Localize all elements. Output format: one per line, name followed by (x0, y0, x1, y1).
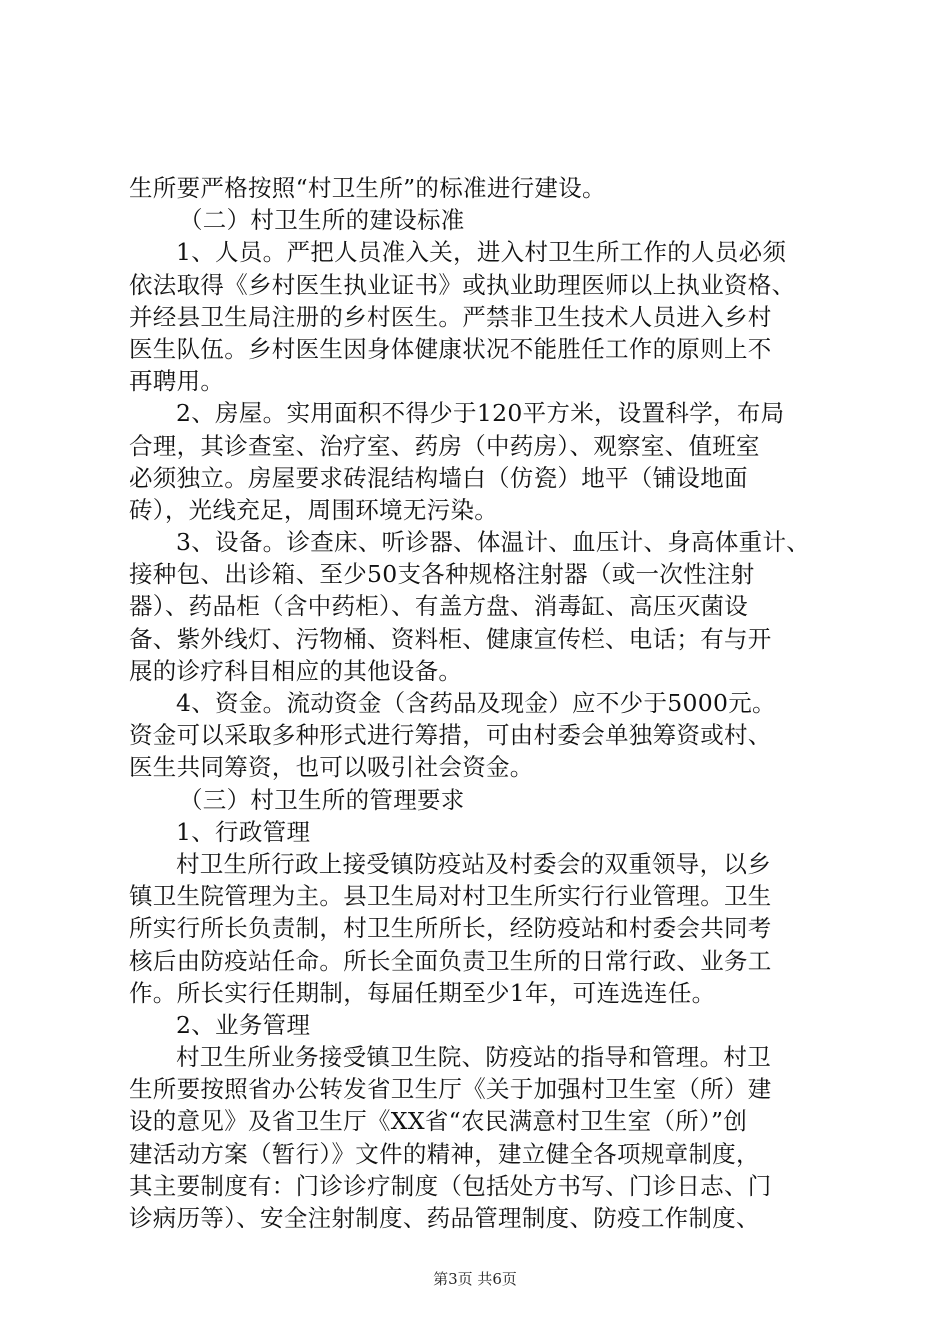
text-line: 资金可以采取多种形式进行筹措，可由村委会单独筹资或村、 (129, 721, 772, 750)
text-line: 3、设备。诊查床、听诊器、体温计、血压计、身高体重计、 (176, 528, 811, 557)
text-line: 1、行政管理 (176, 817, 311, 846)
text-line: 2、房屋。实用面积不得少于120平方米，设置科学，布局 (176, 399, 785, 428)
text-line: 2、业务管理 (176, 1010, 311, 1039)
text-line: 展的诊疗科目相应的其他设备。 (129, 656, 463, 685)
text-line: 必须独立。房屋要求砖混结构墙白（仿瓷）地平（铺设地面 (129, 463, 748, 492)
section-heading: （三）村卫生所的管理要求 (179, 785, 465, 814)
text-line: 砖），光线充足，周围环境无污染。 (129, 495, 499, 524)
text-line: 合理，其诊查室、治疗室、药房（中药房）、观察室、值班室 (129, 431, 760, 460)
text-line: 生所要按照省办公转发省卫生厅《关于加强村卫生室（所）建 (129, 1075, 772, 1104)
text-line: 并经县卫生局注册的乡村医生。严禁非卫生技术人员进入乡村 (129, 302, 772, 331)
text-line: 村卫生所业务接受镇卫生院、防疫站的指导和管理。村卫 (176, 1043, 771, 1072)
text-line: 设的意见》及省卫生厅《XX省“农民满意村卫生室（所）”创 (129, 1107, 748, 1136)
section-heading: （二）村卫生所的建设标准 (179, 206, 465, 235)
text-line: 生所要严格按照“村卫生所”的标准进行建设。 (129, 174, 606, 202)
text-line: 依法取得《乡村医生执业证书》或执业助理医师以上执业资格、 (129, 270, 796, 299)
text-line: 其主要制度有：门诊诊疗制度（包括处方书写、门诊日志、门 (129, 1171, 772, 1200)
text-line: 医生共同筹资，也可以吸引社会资金。 (129, 753, 534, 782)
text-line: 医生队伍。乡村医生因身体健康状况不能胜任工作的原则上不 (129, 334, 772, 363)
text-line: 建活动方案（暂行）》文件的精神，建立健全各项规章制度， (129, 1139, 760, 1168)
text-line: 核后由防疫站任命。所长全面负责卫生所的日常行政、业务工 (129, 946, 772, 975)
text-line: 接种包、出诊箱、至少50支各种规格注射器（或一次性注射 (129, 560, 755, 589)
text-line: 村卫生所行政上接受镇防疫站及村委会的双重领导，以乡 (176, 849, 771, 878)
page-number-footer: 第3页 共6页 (433, 1270, 517, 1288)
text-line: 备、紫外线灯、污物桶、资料柜、健康宣传栏、电话；有与开 (129, 624, 772, 653)
text-line: 诊病历等）、安全注射制度、药品管理制度、防疫工作制度、 (129, 1204, 760, 1232)
text-line: 4、资金。流动资金（含药品及现金）应不少于5000元。 (176, 689, 776, 717)
text-line: 再聘用。 (129, 367, 225, 396)
text-line: 所实行所长负责制，村卫生所所长，经防疫站和村委会共同考 (129, 914, 772, 943)
text-line: 作。所长实行任期制，每届任期至少1年，可连选连任。 (129, 978, 716, 1007)
text-line: 器）、药品柜（含中药柜）、有盖方盘、消毒缸、高压灭菌设 (129, 592, 749, 621)
document-body (129, 172, 829, 1234)
text-line: 镇卫生院管理为主。县卫生局对村卫生所实行行业管理。卫生 (129, 882, 772, 911)
text-line: 1、人员。严把人员准入关，进入村卫生所工作的人员必须 (176, 238, 787, 267)
